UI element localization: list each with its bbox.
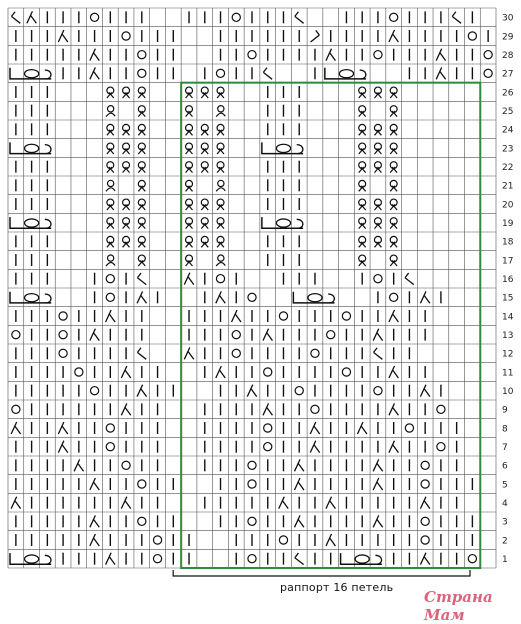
decrease	[184, 347, 193, 359]
bobble-group-icon	[10, 553, 51, 564]
twisted-stitch-icon	[359, 87, 366, 98]
row-number-label: 27	[502, 69, 514, 80]
twisted-stitch-icon	[390, 87, 397, 98]
left-cross-decrease-icon	[137, 273, 146, 285]
decrease	[389, 441, 398, 453]
decrease	[326, 49, 335, 61]
decrease	[420, 553, 429, 565]
site-watermark: Страна Мам	[424, 588, 493, 624]
bobble-group-icon	[293, 292, 334, 303]
row-number-label: 10	[502, 387, 514, 398]
row-number-label: 4	[502, 499, 508, 510]
left-cross-decrease-icon	[263, 68, 272, 80]
twisted-stitch-icon	[186, 106, 193, 117]
yarn-over	[484, 51, 492, 59]
twisted-stitch-icon	[359, 106, 366, 117]
twisted-stitch-icon	[374, 87, 381, 98]
twisted-stitch-icon	[201, 218, 208, 229]
yarn-over	[421, 461, 429, 469]
yarn-over	[405, 424, 413, 432]
left-cross-decrease-icon	[295, 12, 304, 24]
decrease	[90, 329, 99, 341]
twisted-stitch-icon	[390, 124, 397, 135]
row-labels	[502, 14, 514, 565]
bobble-group-icon	[262, 142, 303, 153]
twisted-stitch-icon	[138, 218, 145, 229]
row-number-label: 9	[502, 405, 508, 416]
decrease	[420, 385, 429, 397]
twisted-stitch-icon	[390, 180, 397, 191]
decrease	[184, 273, 193, 285]
yarn-over	[216, 69, 224, 77]
decrease	[295, 478, 304, 490]
yarn-over	[122, 461, 130, 469]
bobble-group-icon	[10, 292, 51, 303]
twisted-stitch-icon	[107, 199, 114, 210]
decrease	[121, 366, 130, 378]
decrease	[263, 329, 272, 341]
twisted-stitch-icon	[201, 236, 208, 247]
row-number-label: 1	[502, 555, 508, 566]
bobble-group-icon	[10, 142, 51, 153]
yarn-over	[279, 312, 287, 320]
yarn-over	[374, 387, 382, 395]
twisted-stitch-icon	[217, 218, 224, 229]
yarn-over	[311, 349, 319, 357]
yarn-over	[342, 368, 350, 376]
yarn-over	[248, 293, 256, 301]
row-number-label: 7	[502, 443, 508, 454]
decrease	[389, 310, 398, 322]
row-number-label: 28	[502, 51, 514, 62]
twisted-stitch-icon	[186, 199, 193, 210]
yarn-over	[248, 461, 256, 469]
twisted-stitch-icon	[374, 162, 381, 173]
yarn-over	[468, 32, 476, 40]
twisted-stitch-icon	[390, 236, 397, 247]
twisted-stitch-icon	[107, 218, 114, 229]
decrease	[11, 497, 20, 509]
twisted-stitch-icon	[107, 162, 114, 173]
twisted-stitch-icon	[359, 236, 366, 247]
twisted-stitch-icon	[201, 87, 208, 98]
decrease	[216, 291, 225, 303]
repeat-bracket	[173, 570, 470, 576]
row-number-label: 15	[502, 293, 514, 304]
yarn-over	[122, 32, 130, 40]
decrease	[295, 459, 304, 471]
decrease	[232, 310, 241, 322]
twisted-stitch-icon	[138, 236, 145, 247]
twisted-stitch-icon	[186, 255, 193, 266]
yarn-over	[468, 555, 476, 563]
row-number-label: 5	[502, 480, 508, 491]
yarn-over	[59, 312, 67, 320]
twisted-stitch-icon	[359, 124, 366, 135]
yarn-over	[437, 405, 445, 413]
twisted-stitch-icon	[107, 143, 114, 154]
yarn-over	[232, 349, 240, 357]
decrease	[27, 11, 36, 23]
left-cross-decrease-icon	[405, 273, 414, 285]
twisted-stitch-icon	[186, 143, 193, 154]
row-number-label: 24	[502, 125, 514, 136]
twisted-stitch-icon	[123, 218, 130, 229]
chart-grid	[8, 8, 496, 568]
row-number-label: 3	[502, 517, 508, 528]
decrease	[420, 497, 429, 509]
decrease	[90, 478, 99, 490]
yarn-over	[421, 480, 429, 488]
decrease	[90, 534, 99, 546]
twisted-stitch-icon	[374, 236, 381, 247]
yarn-over	[264, 443, 272, 451]
row-number-label: 29	[502, 32, 514, 43]
twisted-stitch-icon	[374, 143, 381, 154]
yarn-over	[311, 405, 319, 413]
twisted-stitch-icon	[359, 199, 366, 210]
decrease	[137, 385, 146, 397]
twisted-stitch-alt-icon	[106, 180, 115, 191]
decrease	[326, 534, 335, 546]
yarn-over	[484, 69, 492, 77]
twisted-stitch-icon	[390, 255, 397, 266]
twisted-stitch-icon	[138, 143, 145, 154]
row-number-label: 18	[502, 237, 514, 248]
decrease	[373, 459, 382, 471]
yarn-over	[138, 69, 146, 77]
yarn-over	[138, 480, 146, 488]
yarn-over	[216, 275, 224, 283]
row-number-label: 17	[502, 256, 514, 267]
twisted-stitch-icon	[374, 124, 381, 135]
bobble-group-icon	[262, 217, 303, 228]
twisted-stitch-icon	[201, 162, 208, 173]
twisted-stitch-alt-icon	[106, 106, 115, 117]
yarn-over	[421, 536, 429, 544]
twisted-stitch-icon	[359, 143, 366, 154]
twisted-stitch-icon	[359, 162, 366, 173]
twisted-stitch-icon	[390, 106, 397, 117]
decrease	[58, 30, 67, 42]
twisted-stitch-icon	[201, 124, 208, 135]
twisted-stitch-icon	[138, 180, 145, 191]
twisted-stitch-icon	[138, 124, 145, 135]
twisted-stitch-icon	[217, 143, 224, 154]
twisted-stitch-alt-icon	[216, 106, 225, 117]
yarn-over	[248, 555, 256, 563]
yarn-over	[327, 331, 335, 339]
decrease	[74, 459, 83, 471]
yarn-over	[138, 51, 146, 59]
yarn-over	[106, 443, 114, 451]
decrease	[326, 497, 335, 509]
yarn-over	[153, 536, 161, 544]
row-number-label: 14	[502, 312, 514, 323]
decrease	[90, 49, 99, 61]
yarn-over	[342, 312, 350, 320]
left-cross-decrease-icon	[374, 348, 383, 360]
yarn-over	[232, 331, 240, 339]
yarn-over	[248, 517, 256, 525]
twisted-stitch-icon	[123, 199, 130, 210]
twisted-stitch-icon	[123, 87, 130, 98]
twisted-stitch-icon	[217, 162, 224, 173]
yarn-over	[390, 293, 398, 301]
left-cross-decrease-icon	[11, 12, 20, 24]
twisted-stitch-icon	[107, 87, 114, 98]
twisted-stitch-icon	[390, 162, 397, 173]
row-number-label: 16	[502, 275, 514, 286]
yarn-over	[390, 13, 398, 21]
twisted-stitch-icon	[138, 106, 145, 117]
twisted-stitch-icon	[123, 162, 130, 173]
twisted-stitch-icon	[138, 199, 145, 210]
yarn-over	[59, 349, 67, 357]
yarn-over	[106, 275, 114, 283]
decrease	[90, 515, 99, 527]
decrease	[106, 310, 115, 322]
twisted-stitch-icon	[374, 199, 381, 210]
decrease	[121, 497, 130, 509]
decrease	[295, 515, 304, 527]
twisted-stitch-icon	[201, 143, 208, 154]
twisted-stitch-icon	[359, 255, 366, 266]
row-number-label: 23	[502, 144, 514, 155]
decrease	[420, 291, 429, 303]
left-cross-decrease-icon	[137, 348, 146, 360]
twisted-stitch-icon	[217, 124, 224, 135]
twisted-stitch-icon	[390, 143, 397, 154]
yarn-over	[106, 424, 114, 432]
yarn-over	[232, 13, 240, 21]
decrease	[310, 441, 319, 453]
twisted-stitch-icon	[186, 87, 193, 98]
yarn-over	[153, 555, 161, 563]
left-cross-decrease-icon	[295, 553, 304, 565]
twisted-stitch-icon	[390, 199, 397, 210]
decrease	[263, 403, 272, 415]
yarn-over	[374, 275, 382, 283]
twisted-stitch-icon	[217, 199, 224, 210]
decrease	[373, 478, 382, 490]
decrease	[310, 422, 319, 434]
yarn-over	[12, 405, 20, 413]
decrease	[106, 553, 115, 565]
yarn-over	[59, 331, 67, 339]
decrease	[389, 30, 398, 42]
decrease	[389, 403, 398, 415]
twisted-stitch-icon	[390, 218, 397, 229]
row-number-label: 2	[502, 536, 508, 547]
left-cross-decrease-icon	[452, 12, 461, 24]
bobble-group-icon	[10, 217, 51, 228]
yarn-over	[106, 293, 114, 301]
row-number-label: 19	[502, 219, 514, 230]
yarn-over	[90, 13, 98, 21]
twisted-stitch-icon	[107, 124, 114, 135]
row-number-label: 22	[502, 163, 514, 174]
twisted-stitch-icon	[359, 218, 366, 229]
yarn-over	[248, 480, 256, 488]
yarn-over	[437, 443, 445, 451]
yarn-over	[295, 387, 303, 395]
bobble-group-icon	[341, 553, 382, 564]
decrease	[357, 422, 366, 434]
yarn-over	[248, 51, 256, 59]
decrease	[279, 497, 288, 509]
decrease	[90, 67, 99, 79]
yarn-over	[421, 517, 429, 525]
yarn-over	[279, 536, 287, 544]
row-number-label: 21	[502, 181, 514, 192]
row-number-label: 11	[502, 368, 514, 379]
twisted-stitch-alt-icon	[216, 255, 225, 266]
decrease	[247, 385, 256, 397]
decrease	[373, 329, 382, 341]
twisted-stitch-icon	[186, 162, 193, 173]
decrease	[436, 49, 445, 61]
decrease	[373, 515, 382, 527]
decrease	[58, 422, 67, 434]
yarn-over	[12, 331, 20, 339]
decrease	[436, 67, 445, 79]
twisted-stitch-icon	[123, 124, 130, 135]
twisted-stitch-icon	[186, 124, 193, 135]
decrease	[121, 403, 130, 415]
row-number-label: 12	[502, 349, 514, 360]
twisted-stitch-icon	[186, 236, 193, 247]
twisted-stitch-icon	[201, 199, 208, 210]
twisted-stitch-icon	[123, 143, 130, 154]
yarn-over	[90, 387, 98, 395]
yarn-over	[264, 368, 272, 376]
twisted-stitch-icon	[374, 218, 381, 229]
decrease	[389, 366, 398, 378]
twisted-stitch-icon	[186, 218, 193, 229]
twisted-stitch-icon	[138, 87, 145, 98]
yarn-over	[374, 51, 382, 59]
twisted-stitch-icon	[359, 180, 366, 191]
twisted-stitch-icon	[138, 162, 145, 173]
row-number-label: 26	[502, 88, 514, 99]
twisted-stitch-alt-icon	[216, 180, 225, 191]
row-number-label: 8	[502, 424, 508, 435]
row-number-label: 25	[502, 107, 514, 118]
twisted-stitch-icon	[107, 236, 114, 247]
row-number-label: 13	[502, 331, 514, 342]
yarn-over	[264, 424, 272, 432]
twisted-stitch-icon	[123, 236, 130, 247]
decrease	[137, 291, 146, 303]
row-number-label: 20	[502, 200, 514, 211]
bobble-group-icon	[10, 68, 51, 79]
row-number-label: 30	[502, 13, 514, 24]
twisted-stitch-icon	[217, 87, 224, 98]
repeat-caption: раппорт 16 петель	[280, 581, 394, 594]
decrease	[11, 422, 20, 434]
decrease	[58, 441, 67, 453]
yarn-over	[138, 517, 146, 525]
row-number-label: 6	[502, 461, 508, 472]
bobble-group-icon	[325, 68, 366, 79]
twisted-stitch-icon	[217, 236, 224, 247]
decrease	[216, 366, 225, 378]
twisted-stitch-alt-icon	[106, 255, 115, 266]
yarn-over	[75, 368, 83, 376]
twisted-stitch-icon	[186, 180, 193, 191]
right-cross-decrease-icon	[311, 30, 320, 42]
twisted-stitch-icon	[138, 255, 145, 266]
